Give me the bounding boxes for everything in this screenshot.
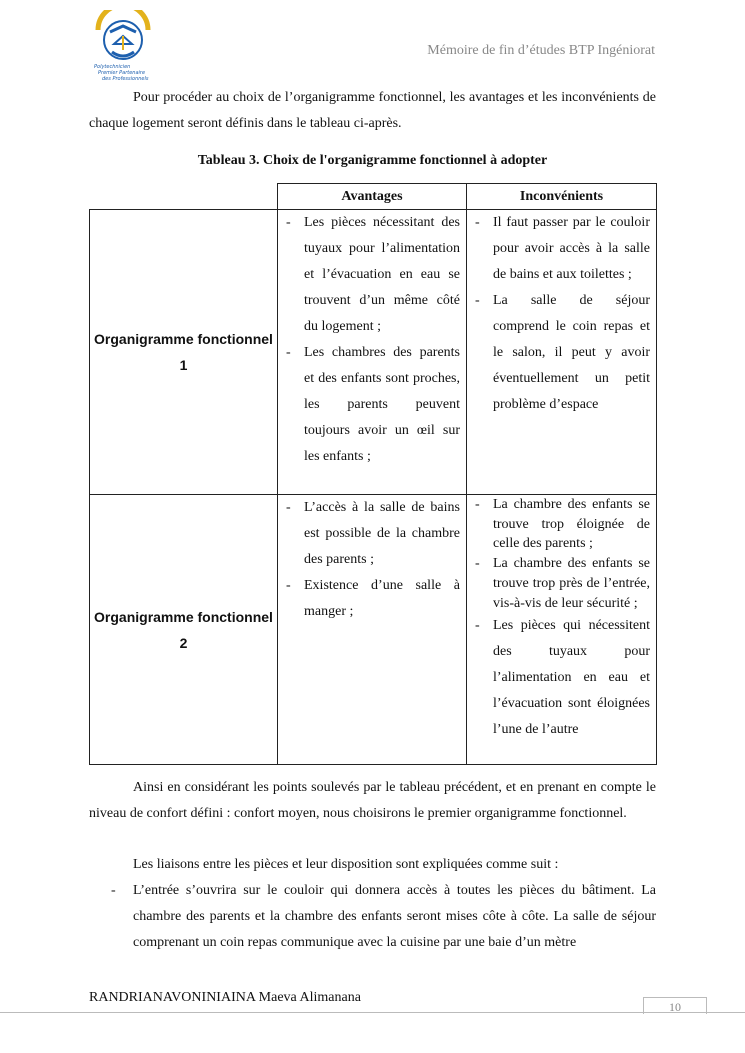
intro-paragraph: Pour procéder au choix de l’organigramme fonctionnel, les avantages et les inconvénients de chaque logement seront définis dans le tableau ci-après. [89, 90, 656, 131]
header-title: Mémoire de fin d’études BTP Ingéniorat [427, 43, 655, 58]
header-disadvantages: Inconvénients [467, 184, 657, 210]
school-logo [92, 10, 154, 82]
comparison-table [89, 183, 657, 765]
table-row [90, 210, 657, 495]
table-header-row [90, 184, 657, 210]
footer-divider [0, 1012, 745, 1013]
disadvantage-item: - Il faut passer par le couloir pour avoir accès à la salle de bains et aux toilettes ; [475, 210, 650, 288]
table-row [90, 495, 657, 765]
liaisons-list [89, 878, 656, 956]
row-label-organigramme-2: Organigramme fonctionnel 2 [90, 495, 278, 765]
disadvantages-cell-2 [467, 495, 657, 765]
header-advantages: Avantages [278, 184, 467, 210]
footer-author: RANDRIANAVONINIAINA Maeva Alimanana [89, 990, 361, 1005]
row-label-organigramme-1: Organigramme fonctionnel 1 [90, 210, 278, 495]
advantages-cell-2 [278, 495, 467, 765]
conclusion-paragraph: Ainsi en considérant les points soulevés par le tableau précédent, et en prenant en compte le niveau de confort défini : confort moyen, nous choisirons le premier organigramme fonctionnel. [89, 780, 656, 821]
advantage-item: - Les pièces nécessitant des tuyaux pour l’alimentation et l’évacuation en eau se trouvent d’un même côté du logement ; [286, 210, 460, 340]
logo-caption-2: Premier Partenaire [98, 70, 146, 76]
disadvantage-item: - La chambre des enfants se trouve trop éloignée de celle des parents ; [475, 495, 650, 554]
disadvantages-cell-1 [467, 210, 657, 495]
empty-corner-cell [90, 184, 278, 210]
table-caption: Tableau 3. Choix de l'organigramme fonctionnel à adopter [197, 153, 548, 168]
disadvantage-item: - La chambre des enfants se trouve trop près de l’entrée, vis-à-vis de leur sécurité ; [475, 554, 650, 613]
advantage-item: - Les chambres des parents et des enfants sont proches, les parents peuvent toujours avoir un œil sur les enfants ; [286, 340, 460, 470]
list-item: - L’entrée s’ouvrira sur le couloir qui donnera accès à toutes les pièces du bâtiment. La chambre des parents et la chambre des enfants seront mises côte à côte. La salle de séjour comprenant un coin repas communique avec la cuisine par une baie d’un mètre [89, 878, 656, 956]
advantages-cell-1 [278, 210, 467, 495]
advantage-item: - Existence d’une salle à manger ; [286, 573, 460, 625]
disadvantage-item: - Les pièces qui nécessitent des tuyaux pour l’alimentation en eau et l’évacuation sont éloignées l’une de l’autre [475, 613, 650, 743]
logo-caption-1: Polytechnicien [94, 64, 131, 70]
liaisons-intro: Les liaisons entre les pièces et leur disposition sont expliquées comme suit : [133, 857, 559, 872]
page-number: 10 [643, 997, 707, 1014]
advantage-item: - L’accès à la salle de bains est possible de la chambre des parents ; [286, 495, 460, 573]
disadvantage-item: - La salle de séjour comprend le coin repas et le salon, il peut y avoir éventuellement un petit problème d’espace [475, 288, 650, 418]
logo-caption-3: des Professionnels [102, 76, 149, 82]
